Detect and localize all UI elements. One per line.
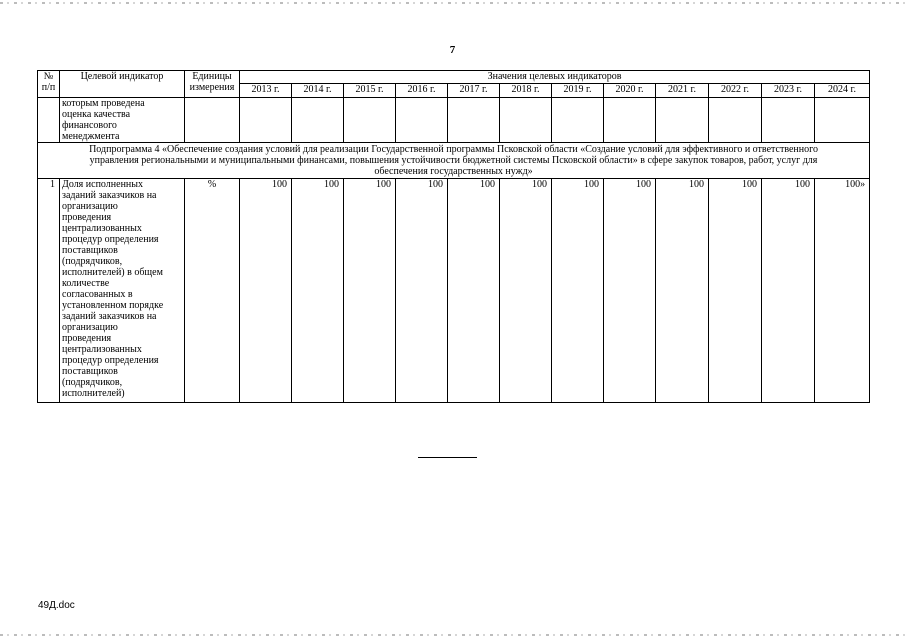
indicator-line: исполнителей) в общем xyxy=(62,267,163,278)
year-2023: 2023 г. xyxy=(762,84,815,98)
continuation-value xyxy=(448,98,500,143)
value-2020: 100 xyxy=(604,179,656,403)
continuation-value xyxy=(709,98,762,143)
continuation-value xyxy=(240,98,292,143)
continuation-line: финансового xyxy=(62,120,117,131)
value-2013: 100 xyxy=(240,179,292,403)
row-unit: % xyxy=(185,179,240,403)
continuation-line: оценка качества xyxy=(62,109,131,120)
header-num xyxy=(38,71,60,98)
year-2022: 2022 г. xyxy=(709,84,762,98)
continuation-value xyxy=(815,98,870,143)
indicator-line: поставщиков xyxy=(62,366,118,377)
indicator-line: процедур определения xyxy=(62,234,159,245)
indicator-line: заданий заказчиков на xyxy=(62,311,157,322)
indicator-line: заданий заказчиков на xyxy=(62,190,157,201)
indicator-line: исполнителей) xyxy=(62,388,125,399)
page-number: 7 xyxy=(449,44,456,56)
year-2016: 2016 г. xyxy=(396,84,448,98)
value-2018: 100 xyxy=(500,179,552,403)
scan-edge-top xyxy=(0,2,905,4)
subprogram-row xyxy=(38,143,870,179)
year-2018: 2018 г. xyxy=(500,84,552,98)
year-2024: 2024 г. xyxy=(815,84,870,98)
row-indicator xyxy=(60,179,185,403)
continuation-value xyxy=(344,98,396,143)
indicator-line: централизованных xyxy=(62,344,142,355)
year-2014: 2014 г. xyxy=(292,84,344,98)
indicator-line: проведения xyxy=(62,333,112,344)
indicator-line: Доля исполненных xyxy=(62,179,143,190)
subprogram-line: обеспечения государственных нужд» xyxy=(374,166,533,177)
indicator-line: (подрядчиков, xyxy=(62,256,123,267)
header-num-line-2: п/п xyxy=(41,82,56,93)
continuation-line: менеджмента xyxy=(62,131,120,142)
value-2016: 100 xyxy=(396,179,448,403)
continuation-num xyxy=(38,98,60,143)
subprogram-title xyxy=(38,143,870,179)
scan-edge-bottom xyxy=(0,634,905,636)
indicator-line: централизованных xyxy=(62,223,142,234)
continuation-value xyxy=(552,98,604,143)
continuation-unit xyxy=(185,98,240,143)
continuation-value xyxy=(656,98,709,143)
continuation-line: которым проведена xyxy=(62,98,145,109)
header-units-line-1: Единицы xyxy=(192,71,232,82)
indicator-line: (подрядчиков, xyxy=(62,377,123,388)
year-2019: 2019 г. xyxy=(552,84,604,98)
indicator-line: поставщиков xyxy=(62,245,118,256)
value-2021: 100 xyxy=(656,179,709,403)
value-2022: 100 xyxy=(709,179,762,403)
document-filename: 49Д.doc xyxy=(38,600,75,611)
indicator-line: проведения xyxy=(62,212,112,223)
continuation-value xyxy=(762,98,815,143)
header-units xyxy=(185,71,240,98)
header-units-line-2: измерения xyxy=(189,82,235,93)
value-2023: 100 xyxy=(762,179,815,403)
header-num-line-1: № xyxy=(43,71,54,82)
row-num: 1 xyxy=(38,179,60,403)
indicator-line: организацию xyxy=(62,322,118,333)
table-row xyxy=(38,179,870,403)
year-2015: 2015 г. xyxy=(344,84,396,98)
header-row-1 xyxy=(38,71,870,84)
header-indicator: Целевой индикатор xyxy=(60,71,185,98)
indicator-line: организацию xyxy=(62,201,118,212)
indicator-line: количестве xyxy=(62,278,110,289)
value-2015: 100 xyxy=(344,179,396,403)
year-2020: 2020 г. xyxy=(604,84,656,98)
year-2021: 2021 г. xyxy=(656,84,709,98)
header-values: Значения целевых индикаторов xyxy=(240,71,870,84)
value-2017: 100 xyxy=(448,179,500,403)
indicator-line: согласованных в xyxy=(62,289,133,300)
continuation-value xyxy=(292,98,344,143)
indicator-line: установленном порядке xyxy=(62,300,164,311)
year-2013: 2013 г. xyxy=(240,84,292,98)
continuation-value xyxy=(500,98,552,143)
value-2014: 100 xyxy=(292,179,344,403)
subprogram-line: Подпрограмма 4 «Обеспечение создания условий для реализации Государственной программы Псковской области «Создание условий для эффективного и ответственного xyxy=(89,144,818,155)
continuation-row xyxy=(38,98,870,143)
year-2017: 2017 г. xyxy=(448,84,500,98)
indicator-line: процедур определения xyxy=(62,355,159,366)
continuation-value xyxy=(396,98,448,143)
footer-rule xyxy=(418,457,477,458)
continuation-indicator xyxy=(60,98,185,143)
continuation-value xyxy=(604,98,656,143)
indicators-table xyxy=(37,70,870,403)
value-2019: 100 xyxy=(552,179,604,403)
value-2024: 100» xyxy=(815,179,870,403)
subprogram-line: управления региональными и муниципальными финансами, повышения устойчивости бюджетной системы Псковской области» в сфере закупок товаров, работ, услуг для xyxy=(89,155,818,166)
